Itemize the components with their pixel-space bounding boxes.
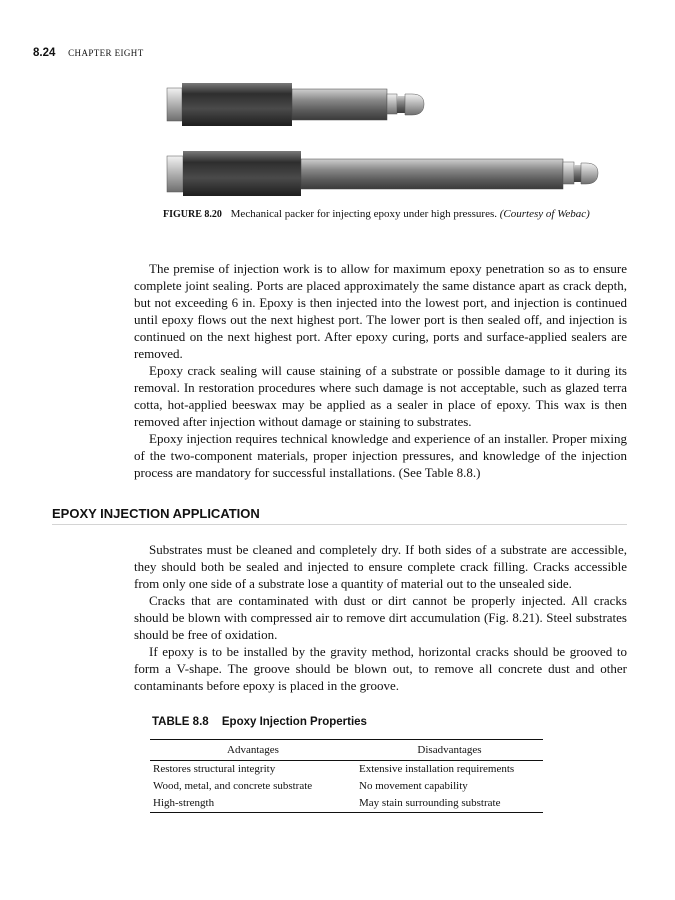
table-cell: Extensive installation requirements [359, 763, 515, 775]
section-text [134, 541, 627, 694]
paragraph: The premise of injection work is to allow for maximum epoxy penetration so as to ensure complete joint sealing. Ports are placed approximately the same distance apart as crack depth, but not exceeding 6 in. Epoxy is then injected into the lowest port, and injection is continued until epoxy flows out the next highest port. The lower port is then sealed off, and injection is continued on the next highest port. After epoxy curing, ports and surface-applied sealers are removed. [134, 261, 627, 361]
paragraph: If epoxy is to be installed by the gravity method, horizontal cracks should be grooved to form a V-shape. The groove should be blown out, to remove all concrete dust and other contaminants before epoxy is placed in the groove. [134, 644, 627, 693]
short-packer [167, 83, 424, 126]
column-header-advantages: Advantages [150, 740, 356, 761]
table-caption: Epoxy Injection Properties [221, 716, 367, 728]
table-cell: High-strength [150, 795, 356, 813]
table-row [150, 795, 543, 813]
figure-caption [163, 208, 599, 221]
table-row [150, 778, 543, 795]
table-cell: Restores structural integrity [153, 763, 276, 775]
table-row [150, 761, 543, 779]
intro-text [134, 260, 627, 481]
properties-table [150, 739, 543, 813]
section-heading: EPOXY INJECTION APPLICATION [52, 506, 627, 525]
running-header [33, 47, 144, 59]
table-number: TABLE 8.8 [152, 716, 209, 728]
table-header-row [150, 740, 543, 761]
column-header-disadvantages: Disadvantages [356, 740, 543, 761]
figure-label: FIGURE 8.20 [163, 209, 222, 220]
paragraph: Cracks that are contaminated with dust or dirt cannot be properly injected. All cracks should be blown with compressed air to remove dirt accumulation (Fig. 8.21). Steel substrates should be free of oxidation. [134, 593, 627, 642]
paragraph: Epoxy crack sealing will cause staining of a substrate or possible damage to it during its removal. In restoration procedures where such damage is not acceptable, such as glazed terra cotta, hot-applied beeswax may be applied as a sealer in place of epoxy. This wax is then removed after injection without damage or staining to substrates. [134, 363, 627, 429]
table-title [152, 716, 367, 728]
packer-figure [160, 82, 600, 202]
paragraph: Substrates must be cleaned and completely dry. If both sides of a substrate are accessible, they should both be sealed and injected to ensure complete crack filling. Cracks accessible from only one side of a substrate lose a quantity of material out to the unsealed side. [134, 542, 627, 591]
table-cell: Wood, metal, and concrete substrate [153, 780, 313, 792]
table-cell: No movement capability [359, 780, 468, 792]
table-cell: May stain surrounding substrate [356, 795, 543, 813]
page-number: 8.24 [33, 47, 56, 59]
figure-credit: (Courtesy of Webac) [499, 208, 590, 220]
paragraph: Epoxy injection requires technical knowledge and experience of an installer. Proper mixing of the two-component materials, proper injection pressures, and knowledge of the injection process are mandatory for successful installations. (See Table 8.8.) [134, 431, 627, 480]
figure-caption-text: Mechanical packer for injecting epoxy under high pressures. [230, 208, 498, 220]
chapter-title: CHAPTER EIGHT [68, 48, 144, 58]
long-packer [167, 151, 598, 196]
